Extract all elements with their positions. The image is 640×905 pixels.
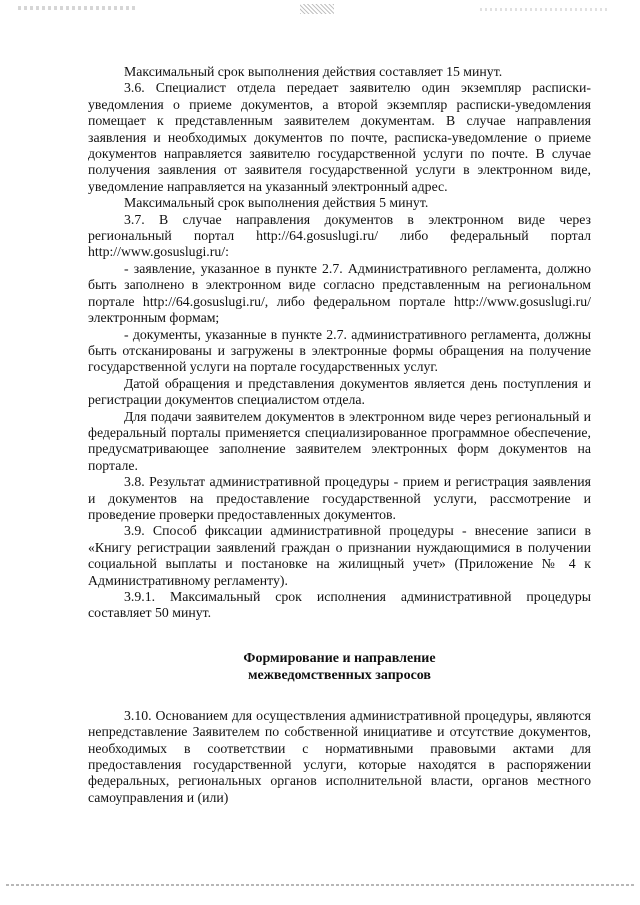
paragraph-3-6: 3.6. Специалист отдела передает заявителю один экземпляр расписки-уведомления о приеме документов, а второй экземпляр расписки-уведомления помещает к представленным заявителем документам. В случае направления заявления и необходимых документов по почте, расписка-уведомление о приеме документов направляется заявителю государственной услуги по почте. В случае получения заявления от заявителя государственной услуги в электронном виде, уведомление направляется на указанный электронный адрес. (88, 80, 591, 194)
paragraph-3-8: 3.8. Результат административной процедуры - прием и регистрация заявления и документов на предоставление государственной услуги, рассмотрение и проведение проверки предоставленных документов. (88, 474, 591, 522)
paragraph-3-9-1: 3.9.1. Максимальный срок исполнения административной процедуры составляет 50 минут. (88, 589, 591, 621)
paragraph-3-9: 3.9. Способ фиксации административной процедуры - внесение записи в «Книгу регистрации заявлений граждан о признании нуждающимися в получении социальной выплаты и постановке на жилищный учет» (Приложение № 4 к Административному регламенту). (88, 523, 591, 588)
paragraph-electronic-submission: Для подачи заявителем документов в электронном виде через региональный и федеральный порталы применяется специализированное программное обеспечение, предусматривающее заполнение заявителем электронных форм документов на портале. (88, 408, 591, 473)
paragraph-documents-item: - документы, указанные в пункте 2.7. административного регламента, должны быть отсканированы и загружены в электронные формы обращения на получение государственной услуги на портале государственных услуг. (88, 326, 591, 375)
section-heading-line1: Формирование и направление (243, 650, 436, 666)
scan-artifact-bottom (6, 884, 634, 886)
scan-artifact-top-center (300, 4, 334, 14)
paragraph-date-of-request: Датой обращения и представления документов является день поступления и регистрации документов специалистом отдела. (88, 375, 591, 408)
document-body (88, 64, 591, 806)
section-heading (88, 650, 591, 684)
paragraph-max-time-5: Максимальный срок выполнения действия 5 минут. (124, 195, 429, 211)
paragraph-max-time-15: Максимальный срок выполнения действия составляет 15 минут. (124, 64, 503, 79)
scan-artifact-top-right (480, 8, 610, 11)
paragraph-application-item: - заявление, указанное в пункте 2.7. Административного регламента, должно быть заполнено в электронном виде согласно представленным на региональном портале http://64.gosuslugi.ru/, либо федеральном портале http://www.gosuslugi.ru/ электронным формам; (88, 260, 591, 326)
scan-artifact-top-left (18, 6, 138, 10)
paragraph-3-10: 3.10. Основанием для осуществления административной процедуры, являются непредставление Заявителем по собственной инициативе и отсутствие документов, необходимых в соответствии с нормативными правовыми актами для предоставления государственной услуги, которые находятся в распоряжении федеральных, региональных органов исполнительной власти, органов местного самоуправления и (или) (88, 707, 591, 805)
section-heading-line2: межведомственных запросов (248, 667, 431, 683)
paragraph-3-7: 3.7. В случае направления документов в электронном виде через региональный портал http://64.gosuslugi.ru/ либо федеральный портал http://www.gosuslugi.ru/: (88, 211, 591, 260)
